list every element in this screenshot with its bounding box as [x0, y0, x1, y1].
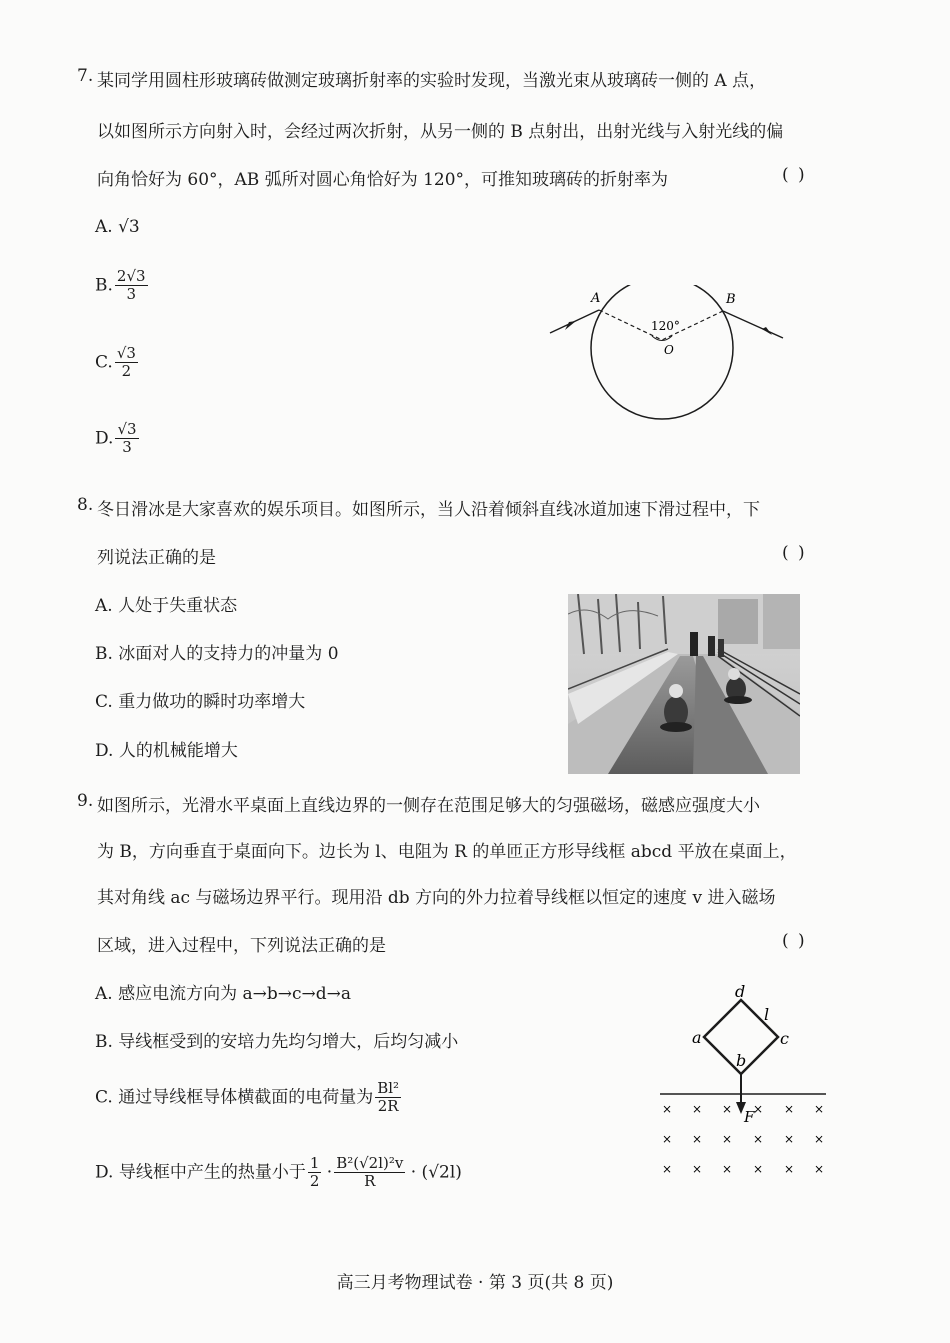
field-cross-mark: ×: [722, 1162, 733, 1175]
ice-slide-illustration: [568, 594, 800, 774]
angle-label: 120°: [651, 319, 680, 333]
q7-stem-line2: 以如图所示方向射入时，会经过两次折射，从另一侧的 B 点射出，出射光线与入射光线的偏: [97, 122, 784, 142]
q8-stem-line1: 冬日滑冰是大家喜欢的娱乐项目。如图所示，当人沿着倾斜直线冰道加速下滑过程中，下: [97, 500, 760, 520]
field-cross-mark: ×: [753, 1132, 764, 1146]
field-cross-mark: ×: [722, 1102, 733, 1116]
point-b-label: B: [726, 292, 736, 307]
q8-option-c: C. 重力做功的瞬时功率增大: [95, 692, 306, 712]
q8-answer-blank: ( ): [782, 543, 807, 563]
field-cross-mark: ×: [814, 1162, 825, 1175]
field-cross-mark: ×: [753, 1162, 764, 1175]
field-cross-mark: ×: [784, 1162, 795, 1175]
field-cross-mark: ×: [692, 1102, 703, 1116]
q7-option-a: A. √3: [95, 217, 140, 237]
q9-stem-line4: 区域，进入过程中，下列说法正确的是: [97, 936, 386, 956]
vertex-a-label: a: [692, 1028, 702, 1047]
q9-option-b: B. 导线框受到的安培力先均匀增大，后均匀减小: [95, 1032, 459, 1052]
q9-option-d: D. 导线框中产生的热量小于 $\frac{1}{2}$ · $\frac{\text{B²(√2l)²v}}{R}$ · (√2l): [95, 1154, 462, 1191]
q7-number: 7.: [77, 66, 94, 86]
q8-option-b: B. 冰面对人的支持力的冲量为 0: [95, 644, 339, 664]
vertex-d-label: d: [735, 982, 746, 1001]
q9-stem-line2: 为 B，方向垂直于桌面向下。边长为 l、电阻为 R 的单匝正方形导线框 abcd 平放在桌面上，: [97, 842, 797, 862]
q9-number: 9.: [77, 791, 94, 811]
q9-option-a: A. 感应电流方向为 a→b→c→d→a: [95, 984, 352, 1004]
vertex-c-label: c: [780, 1029, 789, 1048]
q7-stem-line1: 某同学用圆柱形玻璃砖做测定玻璃折射率的实验时发现，当激光束从玻璃砖一侧的 A 点，: [97, 71, 767, 91]
q9-stem-line1: 如图所示，光滑水平桌面上直线边界的一侧存在范围足够大的匀强磁场，磁感应强度大小: [97, 796, 760, 816]
q9-wire-frame-figure: [655, 975, 835, 1175]
q7-glass-circle-figure: [540, 285, 800, 425]
q8-stem-line2: 列说法正确的是: [97, 548, 216, 568]
side-l-label: l: [764, 1005, 770, 1024]
q9-stem-line3: 其对角线 ac 与磁场边界平行。现用沿 db 方向的外力拉着导线框以恒定的速度 v 进入磁场: [97, 888, 776, 908]
glass-circle: [591, 285, 733, 419]
q8-option-d: D. 人的机械能增大: [95, 741, 238, 761]
field-cross-mark: ×: [784, 1132, 795, 1146]
vertex-b-label: b: [736, 1051, 747, 1070]
q9-answer-blank: ( ): [782, 931, 807, 951]
field-cross-mark: ×: [692, 1162, 703, 1175]
field-cross-mark: ×: [753, 1102, 764, 1116]
field-cross-mark: ×: [784, 1102, 795, 1116]
field-cross-mark: ×: [662, 1162, 673, 1175]
field-cross-mark: ×: [814, 1132, 825, 1146]
q8-number: 8.: [77, 495, 94, 515]
point-a-label: A: [591, 291, 601, 306]
page-footer: 高三月考物理试卷 · 第 3 页(共 8 页): [336, 1273, 614, 1293]
field-cross-mark: ×: [814, 1102, 825, 1116]
q9-option-c: C. 通过导线框导体横截面的电荷量为 $\frac{\text{Bl²}}{2R}$: [95, 1079, 400, 1116]
q7-stem-line3: 向角恰好为 60°，AB 弧所对圆心角恰好为 120°，可推知玻璃砖的折射率为: [97, 170, 669, 190]
field-cross-mark: ×: [662, 1132, 673, 1146]
force-f-label: F: [744, 1108, 755, 1126]
field-cross-mark: ×: [722, 1132, 733, 1146]
q7-answer-blank: ( ): [782, 165, 807, 185]
field-cross-mark: ×: [662, 1102, 673, 1116]
emergent-arrow-icon: [762, 327, 772, 335]
field-cross-mark: ×: [692, 1132, 703, 1146]
ice-slide-photo: [568, 594, 800, 774]
q7-option-d: D. $\frac{√3}{3}$: [95, 420, 137, 457]
center-o-label: O: [664, 343, 674, 357]
q8-option-a: A. 人处于失重状态: [95, 596, 238, 616]
q7-option-c: C. $\frac{√3}{2}$: [95, 344, 136, 381]
q7-option-b: B. $\frac{2√3}{3}$: [95, 267, 146, 304]
